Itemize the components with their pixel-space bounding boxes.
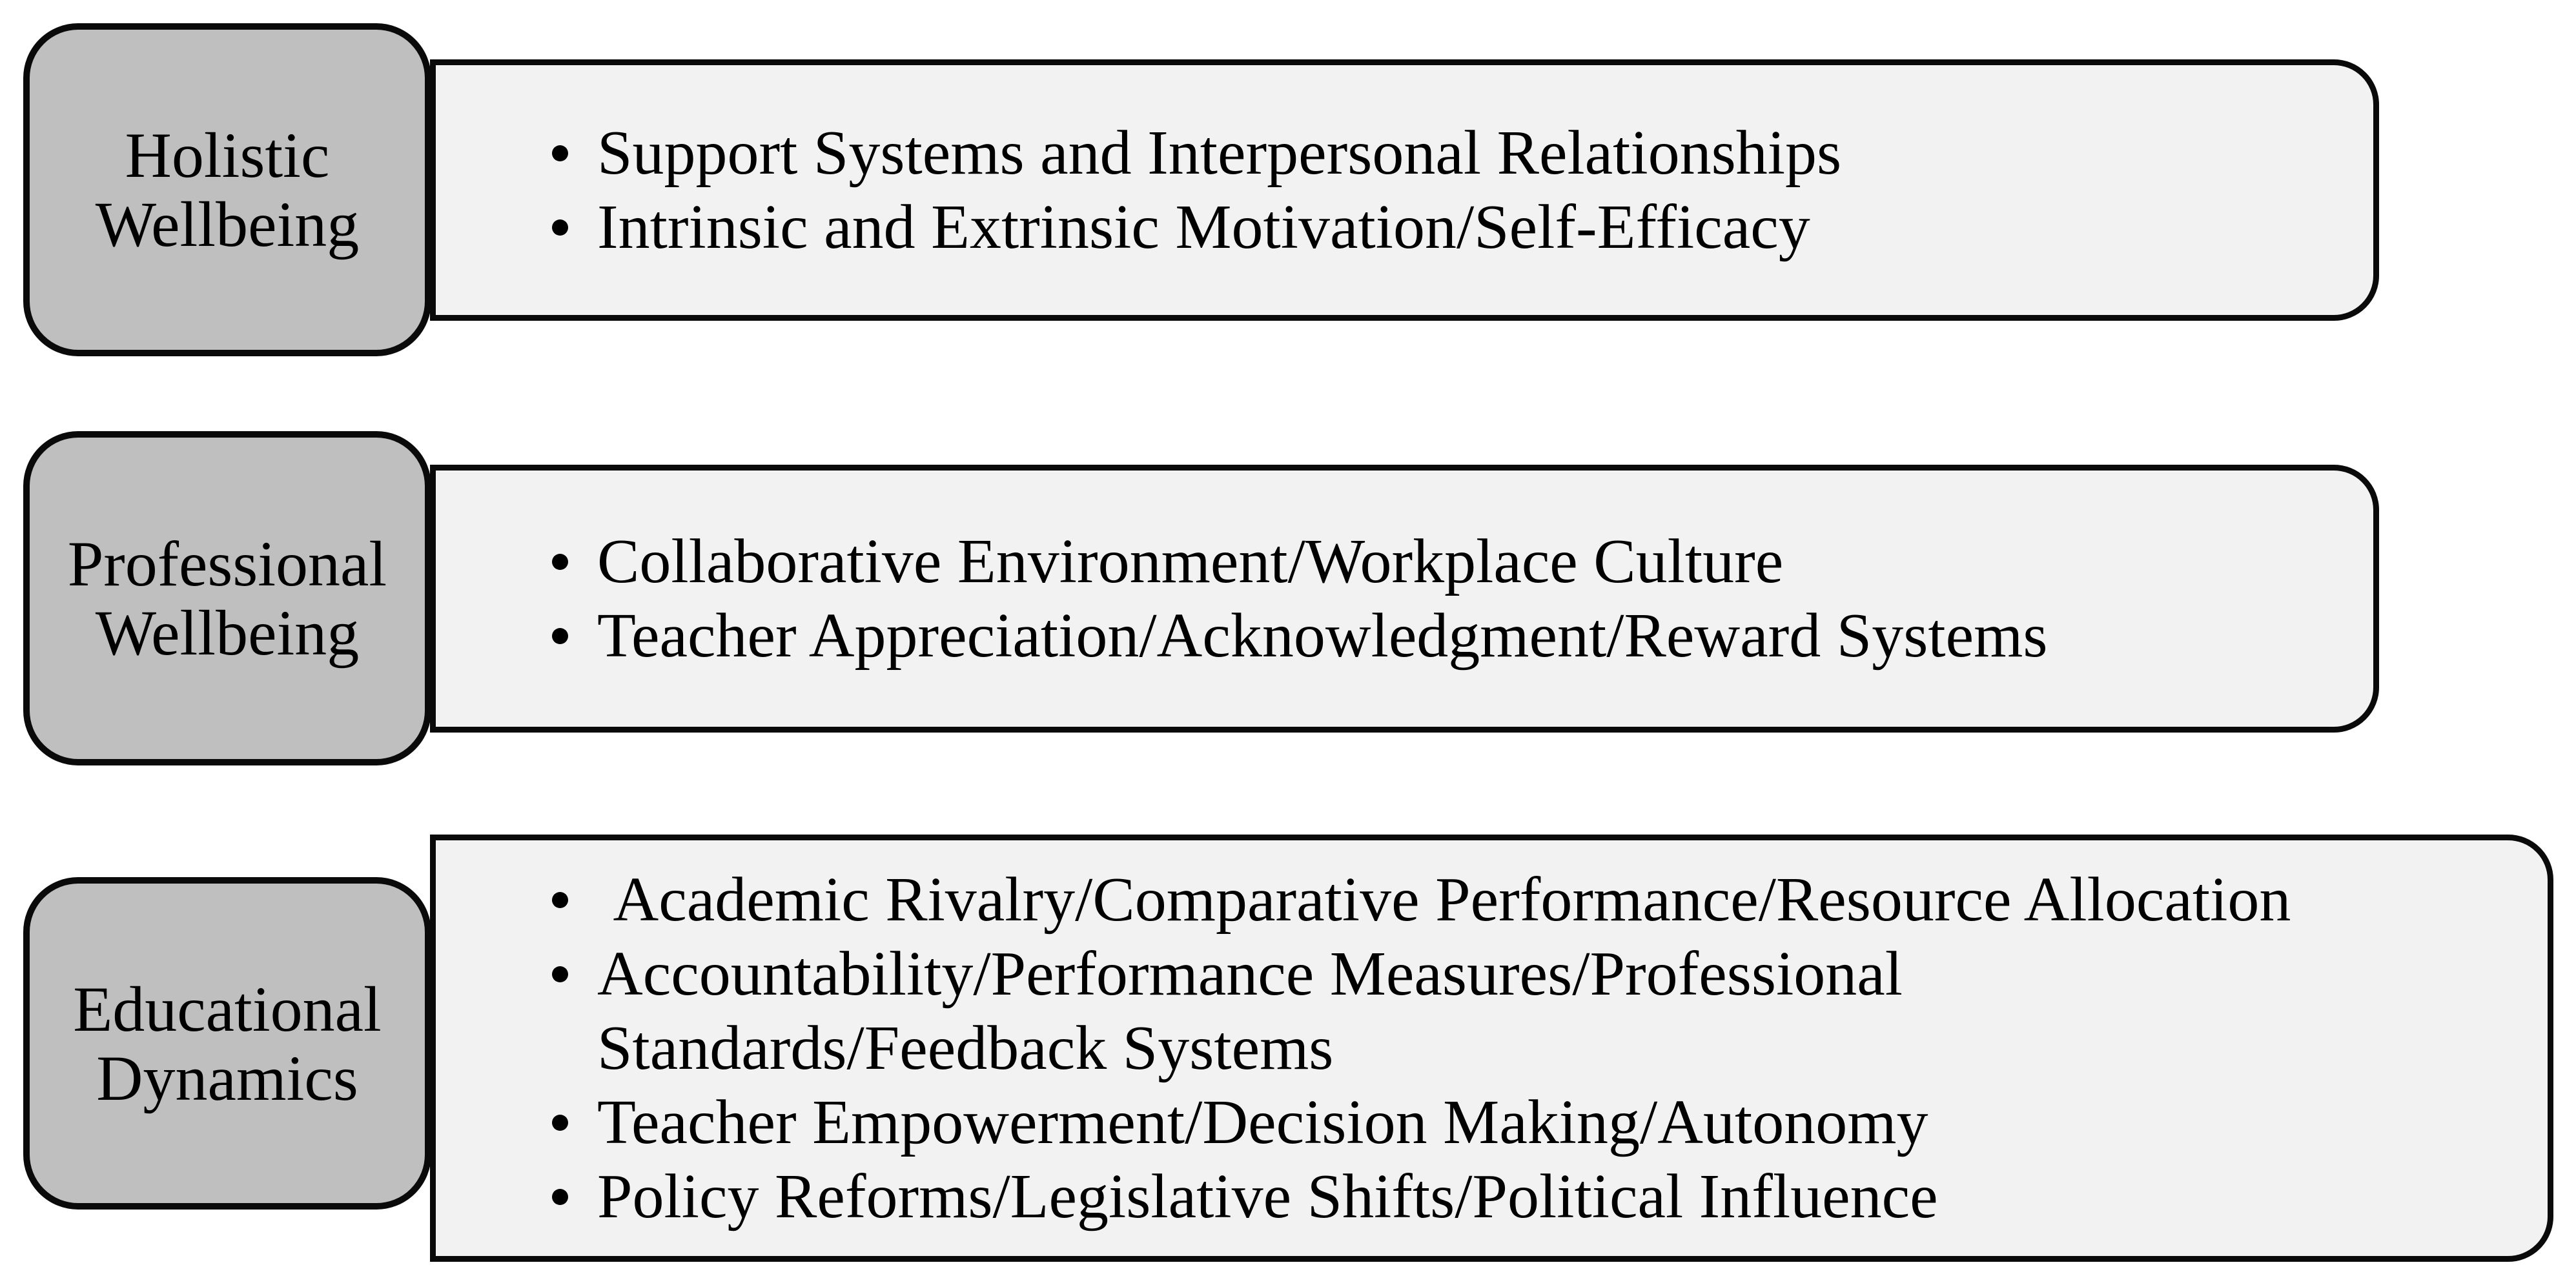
bullet-dot-icon — [552, 219, 568, 236]
list-item — [552, 599, 2347, 673]
bullet-dot-icon — [552, 966, 568, 982]
bullet-text — [597, 1086, 2522, 1160]
bullet-line: Teacher Appreciation/Acknowledgment/Reward Systems — [597, 600, 2048, 671]
bullet-line: Accountability/Performance Measures/Professional — [597, 938, 1903, 1009]
bullet-text — [597, 525, 2347, 599]
bullet-text — [597, 937, 2522, 1086]
bullet-line: Academic Rivalry/Comparative Performance/Resource Allocation — [597, 864, 2291, 935]
list-item — [552, 116, 2347, 190]
category-label: Holistic Wellbeing — [95, 119, 360, 260]
bullet-text — [597, 1160, 2522, 1234]
bullet-text — [597, 116, 2347, 190]
factors-box-educational-dynamics — [430, 835, 2553, 1262]
category-box-educational-dynamics — [23, 877, 431, 1210]
bullet-list — [436, 863, 2548, 1234]
category-box-holistic-wellbeing — [23, 23, 431, 356]
list-item — [552, 937, 2522, 1086]
bullet-text — [597, 599, 2347, 673]
bullet-dot-icon — [552, 1189, 568, 1205]
bullet-line: Teacher Empowerment/Decision Making/Autonomy — [597, 1087, 1928, 1157]
bullet-line: Standards/Feedback Systems — [597, 1013, 1334, 1083]
bullet-line: Policy Reforms/Legislative Shifts/Political Influence — [597, 1161, 1938, 1231]
bullet-dot-icon — [552, 1115, 568, 1131]
bullet-list — [436, 525, 2373, 673]
bullet-dot-icon — [552, 554, 568, 570]
bullet-text — [597, 190, 2347, 265]
category-label: Educational Dynamics — [73, 973, 382, 1114]
bullet-line: Intrinsic and Extrinsic Motivation/Self-Efficacy — [597, 192, 1810, 262]
bullet-line: Collaborative Environment/Workplace Culture — [597, 526, 1784, 596]
list-item — [552, 1086, 2522, 1160]
list-item — [552, 1160, 2522, 1234]
category-label: Professional Wellbeing — [67, 528, 387, 669]
bullet-dot-icon — [552, 628, 568, 644]
category-box-professional-wellbeing — [23, 431, 431, 765]
bullet-dot-icon — [552, 145, 568, 161]
bullet-line: Support Systems and Interpersonal Relationships — [597, 117, 1842, 188]
bullet-dot-icon — [552, 892, 568, 908]
bullet-text — [597, 863, 2522, 937]
list-item — [552, 525, 2347, 599]
list-item — [552, 190, 2347, 265]
list-item — [552, 863, 2522, 937]
bullet-list — [436, 116, 2373, 265]
factors-box-holistic-wellbeing — [430, 59, 2379, 321]
factors-box-professional-wellbeing — [430, 465, 2379, 733]
